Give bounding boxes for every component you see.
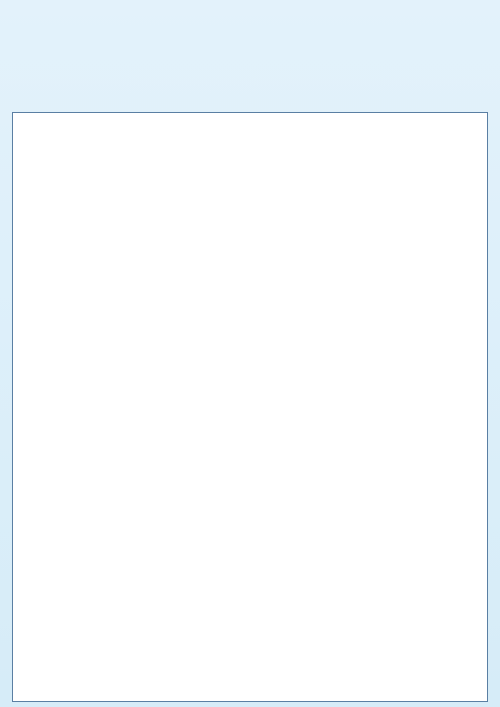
table-header bbox=[12, 88, 488, 110]
unit-table bbox=[12, 112, 488, 702]
poster-title bbox=[0, 12, 500, 84]
